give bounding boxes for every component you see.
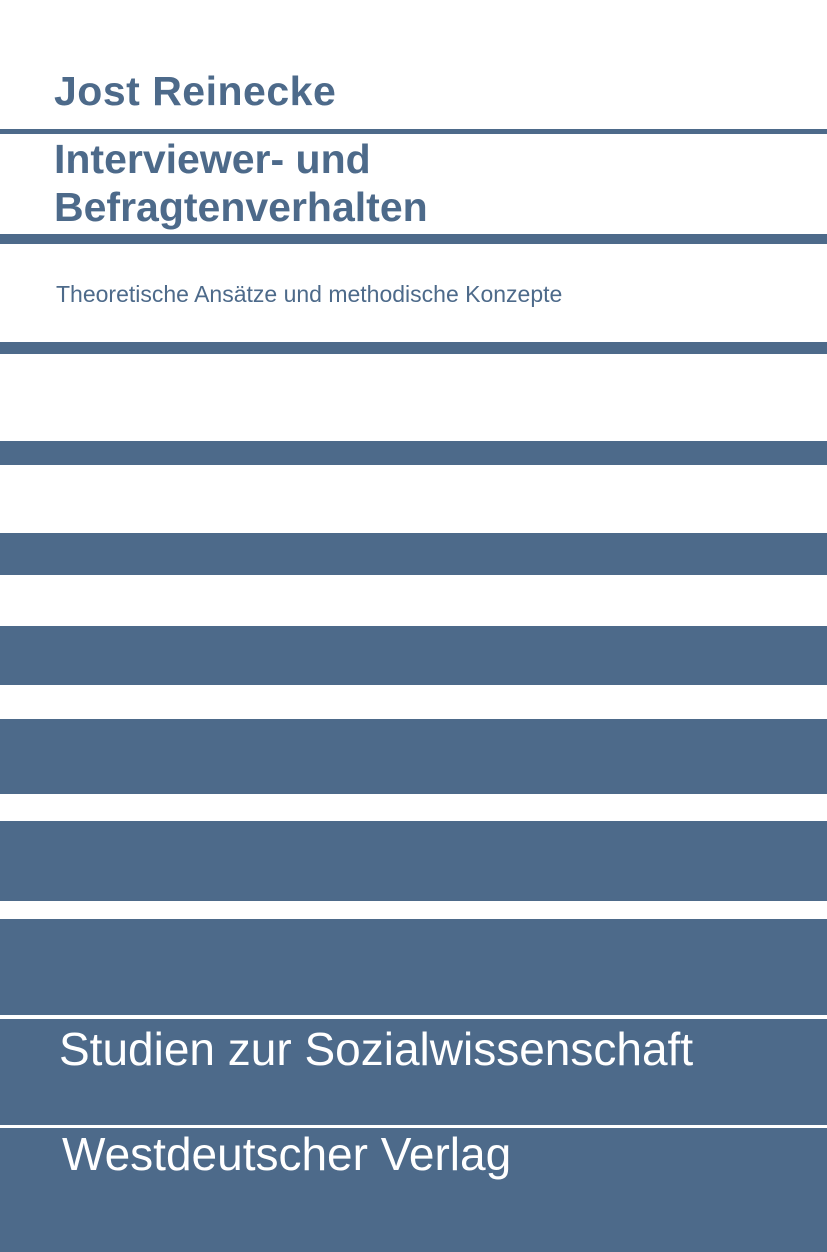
title-line-2: Befragtenverhalten <box>54 184 428 230</box>
stripe-1 <box>0 129 827 134</box>
stripe-7 <box>0 719 827 794</box>
publisher-name: Westdeutscher Verlag <box>62 1128 512 1180</box>
stripe-2 <box>0 234 827 244</box>
title-line-1: Interviewer- und <box>54 136 371 182</box>
subtitle: Theoretische Ansätze und methodische Konzepte <box>56 281 563 307</box>
stripe-9 <box>0 919 827 1015</box>
series-title: Studien zur Sozialwissenschaft <box>59 1023 694 1075</box>
stripe-8 <box>0 821 827 901</box>
stripe-5 <box>0 533 827 575</box>
stripe-6 <box>0 626 827 685</box>
author-name: Jost Reinecke <box>54 68 337 114</box>
stripe-4 <box>0 441 827 465</box>
stripe-3 <box>0 342 827 354</box>
